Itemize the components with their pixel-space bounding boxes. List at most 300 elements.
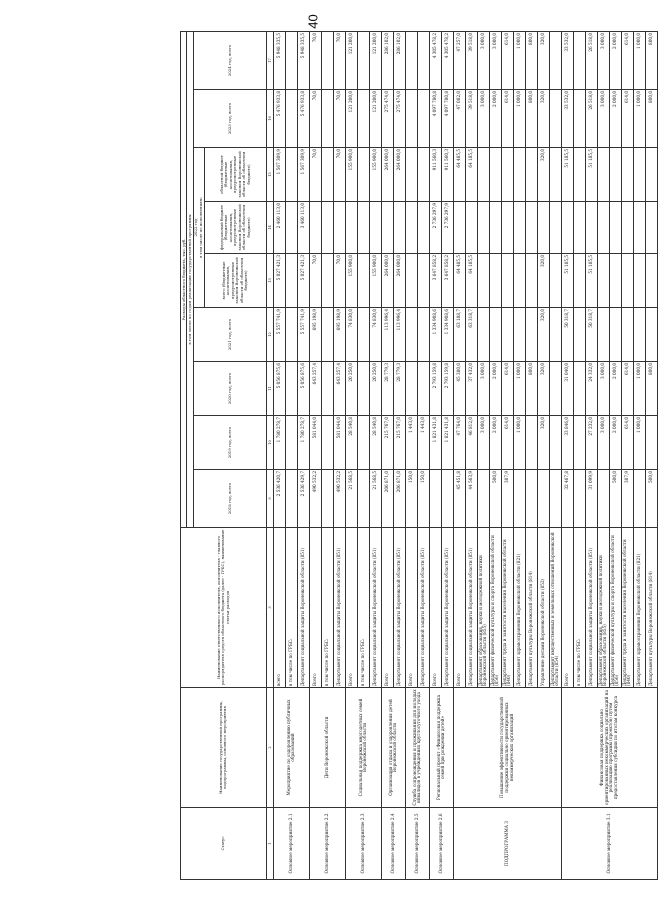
value-cell bbox=[321, 362, 333, 416]
executor-cell: Департамент имущественных и земельных отношений Воронежской области (854) bbox=[549, 528, 561, 688]
value-cell bbox=[285, 31, 297, 89]
value-cell: 31 099,9 bbox=[585, 470, 597, 528]
value-cell: 70,0 bbox=[309, 148, 321, 202]
value-cell: 1 334 908,6 bbox=[429, 308, 441, 362]
value-cell: 911 560,3 bbox=[441, 148, 453, 202]
value-cell: 5 557 741,9 bbox=[273, 308, 285, 362]
value-cell bbox=[645, 254, 657, 308]
value-cell bbox=[609, 148, 621, 202]
value-cell: 2 000,0 bbox=[489, 90, 501, 148]
value-cell: 2 536 429,7 bbox=[297, 470, 309, 528]
value-cell: 320,0 bbox=[537, 31, 549, 89]
executor-cell: Всего bbox=[405, 528, 417, 688]
value-cell: 33 532,0 bbox=[561, 31, 573, 89]
value-cell bbox=[417, 31, 429, 89]
value-cell: 1 000,0 bbox=[633, 416, 645, 470]
value-cell: 614,0 bbox=[621, 362, 633, 416]
column-index-cell: 9 bbox=[266, 470, 273, 528]
value-cell bbox=[285, 90, 297, 148]
executor-cell: Департамент образования, науки и молодежной политики Воронежской области (855) bbox=[597, 528, 609, 688]
value-cell: 155 900,0 bbox=[369, 148, 381, 202]
status-cell: Основное мероприятие 2.4 bbox=[381, 808, 405, 880]
value-cell: 26 518,0 bbox=[585, 31, 597, 89]
value-cell: 643 257,4 bbox=[309, 362, 321, 416]
value-cell: 3 647 858,2 bbox=[441, 254, 453, 308]
value-cell bbox=[525, 416, 537, 470]
value-cell: 1 000,0 bbox=[513, 90, 525, 148]
executor-cell: Всего bbox=[381, 528, 393, 688]
executor-cell: в том числе по ГРБС: bbox=[285, 528, 297, 688]
value-cell: 5 948 335,5 bbox=[297, 31, 309, 89]
value-cell bbox=[357, 362, 369, 416]
value-cell: 1 567 309,9 bbox=[297, 148, 309, 202]
value-cell: 74 830,0 bbox=[369, 308, 381, 362]
executor-cell: в том числе по ГРБС: bbox=[357, 528, 369, 688]
executor-cell: Всего bbox=[453, 528, 465, 688]
value-cell bbox=[621, 254, 633, 308]
value-cell bbox=[417, 254, 429, 308]
value-cell: 2 000,0 bbox=[489, 416, 501, 470]
value-cell bbox=[417, 308, 429, 362]
value-cell bbox=[285, 416, 297, 470]
value-cell: 28 540,8 bbox=[345, 416, 357, 470]
value-cell: 150,0 bbox=[417, 470, 429, 528]
value-cell: 28 540,8 bbox=[369, 416, 381, 470]
value-cell bbox=[645, 308, 657, 362]
value-cell: 320,0 bbox=[537, 362, 549, 416]
value-cell bbox=[357, 254, 369, 308]
value-cell: 2 793 159,8 bbox=[429, 362, 441, 416]
header-col-13: всего (бюджетные ассигнования, предусмотренные законом Воронежской области об областном бюджете) bbox=[204, 254, 266, 308]
value-cell bbox=[549, 90, 561, 148]
value-cell: 5 476 933,8 bbox=[297, 90, 309, 148]
value-cell: 64 485,5 bbox=[453, 254, 465, 308]
table-row bbox=[429, 31, 441, 879]
value-cell bbox=[477, 308, 489, 362]
value-cell bbox=[645, 148, 657, 202]
value-cell bbox=[513, 202, 525, 254]
value-cell bbox=[585, 202, 597, 254]
value-cell bbox=[609, 254, 621, 308]
value-cell: 2 736 297,9 bbox=[429, 202, 441, 254]
value-cell bbox=[597, 148, 609, 202]
value-cell: 500,0 bbox=[609, 470, 621, 528]
value-cell: 3 000,0 bbox=[477, 31, 489, 89]
executor-cell: Всего bbox=[561, 528, 573, 688]
value-cell bbox=[597, 254, 609, 308]
value-cell: 320,0 bbox=[537, 416, 549, 470]
value-cell: 3 000,0 bbox=[597, 90, 609, 148]
executor-cell: Департамент социальной защиты Воронежской области (851) bbox=[297, 528, 309, 688]
value-cell: 3 000,0 bbox=[477, 416, 489, 470]
value-cell: 206 871,0 bbox=[393, 470, 405, 528]
executor-cell: Департамент здравоохранения Воронежской области (821) bbox=[513, 528, 525, 688]
executor-cell: Департамент физической культуры и спорта Воронежской области (856) bbox=[489, 528, 501, 688]
value-cell: 3 000,0 bbox=[477, 362, 489, 416]
value-cell bbox=[489, 308, 501, 362]
status-cell: Основное мероприятие 2.2 bbox=[309, 808, 345, 880]
value-cell bbox=[633, 148, 645, 202]
value-cell: 264 000,0 bbox=[393, 254, 405, 308]
program-cell: Служба сопровождения и проживания для молодых инвалидов в учреждениях круглосуточного ухода bbox=[405, 688, 429, 808]
value-cell bbox=[573, 202, 585, 254]
executor-cell: Департамент социальной защиты Воронежской области (851) bbox=[417, 528, 429, 688]
value-cell: 5 027 421,3 bbox=[297, 254, 309, 308]
value-cell: 614,0 bbox=[621, 90, 633, 148]
value-cell bbox=[357, 470, 369, 528]
value-cell bbox=[573, 31, 585, 89]
value-cell: 47 257,0 bbox=[453, 31, 465, 89]
value-cell bbox=[501, 254, 513, 308]
value-cell: 3 000,0 bbox=[597, 362, 609, 416]
value-cell: 31 040,0 bbox=[561, 362, 573, 416]
value-cell bbox=[549, 202, 561, 254]
value-cell bbox=[537, 202, 549, 254]
program-cell: Организация отдыха и оздоровления детей Воронежской области bbox=[381, 688, 405, 808]
value-cell: 70,0 bbox=[309, 254, 321, 308]
value-cell: 800,0 bbox=[525, 31, 537, 89]
value-cell: 39 518,0 bbox=[465, 90, 477, 148]
value-cell: 3 647 858,2 bbox=[429, 254, 441, 308]
value-cell: 63 188,7 bbox=[453, 308, 465, 362]
value-cell: 3 000,0 bbox=[597, 416, 609, 470]
header-year-2022-label: 2022 год bbox=[193, 218, 199, 237]
value-cell: 264 000,0 bbox=[381, 148, 393, 202]
value-cell: 1 000,0 bbox=[633, 31, 645, 89]
value-cell bbox=[549, 31, 561, 89]
value-cell: 500,0 bbox=[489, 470, 501, 528]
value-cell: 4 305 478,2 bbox=[441, 31, 453, 89]
value-cell: 70,0 bbox=[333, 31, 345, 89]
column-index-cell: 16 bbox=[266, 90, 273, 148]
executor-cell: Департамент социальной защиты Воронежской области (851) bbox=[393, 528, 405, 688]
value-cell bbox=[285, 470, 297, 528]
value-cell: 387,9 bbox=[621, 470, 633, 528]
executor-cell: Департамент культуры Воронежской области (814) bbox=[645, 528, 657, 688]
value-cell: 1 443,0 bbox=[405, 416, 417, 470]
value-cell: 5 948 335,5 bbox=[273, 31, 285, 89]
value-cell bbox=[621, 148, 633, 202]
value-cell bbox=[477, 254, 489, 308]
value-cell bbox=[525, 470, 537, 528]
value-cell: 1 000,0 bbox=[513, 362, 525, 416]
column-index-row bbox=[266, 31, 273, 879]
value-cell: 1 567 309,9 bbox=[273, 148, 285, 202]
value-cell bbox=[633, 202, 645, 254]
value-cell: 800,0 bbox=[525, 90, 537, 148]
table-row bbox=[561, 31, 573, 879]
value-cell bbox=[645, 202, 657, 254]
value-cell: 20 250,0 bbox=[345, 362, 357, 416]
budget-table bbox=[180, 31, 658, 880]
value-cell bbox=[513, 254, 525, 308]
value-cell bbox=[321, 31, 333, 89]
header-executor: Наименование ответственного исполнителя, исполнителя - главного распорядителя средств областного бюджета (далее - ГРБС), наименование статьи расходов bbox=[181, 528, 267, 688]
value-cell: 45 380,0 bbox=[453, 362, 465, 416]
executor-cell: Департамент социальной защиты Воронежской области (851) bbox=[333, 528, 345, 688]
value-cell: 1 821 431,8 bbox=[441, 416, 453, 470]
value-cell: 51 185,5 bbox=[585, 254, 597, 308]
table-row bbox=[405, 31, 417, 879]
value-cell: 3 000,0 bbox=[597, 31, 609, 89]
value-cell bbox=[309, 202, 321, 254]
value-cell bbox=[321, 470, 333, 528]
value-cell bbox=[417, 90, 429, 148]
value-cell: 215 767,0 bbox=[393, 416, 405, 470]
value-cell bbox=[549, 470, 561, 528]
value-cell bbox=[357, 308, 369, 362]
value-cell: 581 044,0 bbox=[333, 416, 345, 470]
executor-cell: Департамент социальной защиты Воронежской области (851) bbox=[465, 528, 477, 688]
value-cell: 121 200,0 bbox=[345, 90, 357, 148]
value-cell: 51 185,5 bbox=[585, 148, 597, 202]
value-cell: 1 780 278,7 bbox=[297, 416, 309, 470]
value-cell: 320,0 bbox=[537, 308, 549, 362]
value-cell bbox=[525, 254, 537, 308]
value-cell bbox=[501, 202, 513, 254]
value-cell bbox=[417, 362, 429, 416]
column-index-cell: 13 bbox=[266, 254, 273, 308]
value-cell: 2 000,0 bbox=[609, 90, 621, 148]
value-cell: 70,0 bbox=[309, 90, 321, 148]
value-cell bbox=[477, 470, 489, 528]
value-cell bbox=[597, 470, 609, 528]
value-cell: 4 305 478,2 bbox=[429, 31, 441, 89]
value-cell bbox=[405, 202, 417, 254]
table-row bbox=[345, 31, 357, 879]
value-cell: 50 318,7 bbox=[585, 308, 597, 362]
executor-cell: Департамент физической культуры и спорта Воронежской области (856) bbox=[609, 528, 621, 688]
header-col-15: областной бюджет (бюджетные ассигнования, предусмотренные законом Воронежской области об областном бюджете) bbox=[204, 148, 266, 202]
header-status: Статус bbox=[181, 808, 267, 880]
value-cell bbox=[621, 308, 633, 362]
value-cell: 490 532,2 bbox=[333, 470, 345, 528]
executor-cell: Всего bbox=[429, 528, 441, 688]
value-cell bbox=[549, 362, 561, 416]
column-index-cell: 1 bbox=[266, 808, 273, 880]
value-cell: 1 000,0 bbox=[633, 90, 645, 148]
value-cell: 64 485,5 bbox=[453, 148, 465, 202]
header-year-2023: 2023 год, всего bbox=[193, 90, 266, 148]
value-cell bbox=[513, 470, 525, 528]
column-index-cell: 12 bbox=[266, 308, 273, 362]
program-cell: Финансовая поддержка социально ориентированных некоммерческих организаций на реализацию программ (проектов) путем предоставления субсидии по итогам конкурса bbox=[561, 688, 657, 808]
value-cell: 28 779,3 bbox=[381, 362, 393, 416]
value-cell bbox=[429, 470, 441, 528]
header-group-title: Расходы областного бюджета, тыс. руб. bbox=[181, 31, 187, 527]
header-year-2019: 2019 год, всего bbox=[193, 416, 266, 470]
value-cell bbox=[321, 148, 333, 202]
value-cell bbox=[501, 148, 513, 202]
column-index-cell: 15 bbox=[266, 148, 273, 202]
value-cell bbox=[549, 308, 561, 362]
table-row bbox=[273, 31, 285, 879]
value-cell: 5 557 741,9 bbox=[297, 308, 309, 362]
value-cell: 113 996,4 bbox=[381, 308, 393, 362]
value-cell: 1 000,0 bbox=[513, 416, 525, 470]
value-cell bbox=[417, 148, 429, 202]
value-cell bbox=[633, 254, 645, 308]
value-cell: 2 000,0 bbox=[609, 31, 621, 89]
value-cell bbox=[513, 308, 525, 362]
value-cell: 695 198,9 bbox=[333, 308, 345, 362]
value-cell bbox=[285, 254, 297, 308]
column-index-cell: 2 bbox=[266, 688, 273, 808]
header-col-14: федеральный бюджет (бюджетные ассигнования, предусмотренные законом Воронежской области об областном бюджете) bbox=[204, 202, 266, 254]
value-cell: 911 560,3 bbox=[429, 148, 441, 202]
value-cell bbox=[285, 308, 297, 362]
value-cell: 2 536 420,7 bbox=[273, 470, 285, 528]
value-cell: 155 900,0 bbox=[345, 254, 357, 308]
value-cell: 1 821 431,8 bbox=[429, 416, 441, 470]
value-cell bbox=[525, 308, 537, 362]
value-cell bbox=[357, 416, 369, 470]
value-cell bbox=[621, 202, 633, 254]
value-cell: 74 830,0 bbox=[345, 308, 357, 362]
value-cell: 614,0 bbox=[621, 416, 633, 470]
status-cell: Основное мероприятие 2.3 bbox=[345, 808, 381, 880]
value-cell bbox=[573, 90, 585, 148]
value-cell bbox=[609, 308, 621, 362]
value-cell bbox=[513, 148, 525, 202]
header-year-2022 bbox=[193, 148, 204, 308]
value-cell: 5 056 875,6 bbox=[273, 362, 285, 416]
value-cell bbox=[357, 148, 369, 202]
header-year-2024: 2024 год, всего bbox=[193, 31, 266, 89]
executor-cell: в том числе по ГРБС: bbox=[573, 528, 585, 688]
value-cell: 20 250,0 bbox=[369, 362, 381, 416]
value-cell: 121 200,0 bbox=[369, 90, 381, 148]
value-cell bbox=[285, 362, 297, 416]
value-cell bbox=[357, 202, 369, 254]
header-year-2021: 2021 год, всего bbox=[193, 308, 266, 362]
status-cell: ПОДПРОГРАММА 3 bbox=[453, 808, 561, 880]
value-cell bbox=[321, 90, 333, 148]
value-cell: 320,0 bbox=[537, 254, 549, 308]
page-number: 40 bbox=[305, 14, 321, 29]
value-cell: 45 451,8 bbox=[453, 470, 465, 528]
executor-cell: Департамент социальной защиты Воронежской области (851) bbox=[369, 528, 381, 688]
value-cell bbox=[537, 470, 549, 528]
value-cell bbox=[393, 202, 405, 254]
value-cell: 320,0 bbox=[537, 148, 549, 202]
value-cell: 614,0 bbox=[501, 31, 513, 89]
value-cell: 26 518,0 bbox=[585, 90, 597, 148]
value-cell: 2 793 159,8 bbox=[441, 362, 453, 416]
value-cell: 21 568,5 bbox=[369, 470, 381, 528]
value-cell bbox=[405, 148, 417, 202]
executor-cell: Департамент здравоохранения Воронежской области (821) bbox=[633, 528, 645, 688]
column-index-cell: 14 bbox=[266, 202, 273, 254]
value-cell bbox=[549, 148, 561, 202]
value-cell bbox=[477, 202, 489, 254]
value-cell: 800,0 bbox=[645, 31, 657, 89]
value-cell bbox=[405, 362, 417, 416]
executor-cell: Управление делами Воронежской области (852) bbox=[537, 528, 549, 688]
value-cell: 5 027 421,3 bbox=[273, 254, 285, 308]
value-cell: 46 812,0 bbox=[465, 416, 477, 470]
value-cell: 33 532,0 bbox=[561, 90, 573, 148]
value-cell: 275 474,0 bbox=[381, 90, 393, 148]
value-cell bbox=[645, 416, 657, 470]
value-cell: 614,0 bbox=[621, 31, 633, 89]
header-group-subtitle: в том числе по годам реализации государственной программы bbox=[187, 31, 193, 527]
value-cell: 39 518,0 bbox=[465, 31, 477, 89]
value-cell bbox=[357, 90, 369, 148]
value-cell: 3 460 113,0 bbox=[297, 202, 309, 254]
value-cell bbox=[489, 148, 501, 202]
value-cell: 70,0 bbox=[333, 90, 345, 148]
value-cell: 37 432,0 bbox=[465, 362, 477, 416]
value-cell: 800,0 bbox=[645, 362, 657, 416]
value-cell bbox=[441, 470, 453, 528]
value-cell bbox=[285, 202, 297, 254]
value-cell bbox=[597, 308, 609, 362]
value-cell bbox=[489, 254, 501, 308]
value-cell: 27 232,0 bbox=[585, 416, 597, 470]
header-year-2020: 2020 год, всего bbox=[193, 362, 266, 416]
value-cell: 1 443,0 bbox=[417, 416, 429, 470]
executor-cell: в том числе по ГРБС: bbox=[321, 528, 333, 688]
column-index-cell: 17 bbox=[266, 31, 273, 89]
value-cell: 50 318,7 bbox=[561, 308, 573, 362]
program-cell: Мероприятие по оздоровлению публичных образований bbox=[273, 688, 309, 808]
table-row bbox=[381, 31, 393, 879]
value-cell: 64 185,5 bbox=[465, 148, 477, 202]
value-cell bbox=[405, 31, 417, 89]
value-cell: 70,0 bbox=[333, 254, 345, 308]
value-cell: 286 102,0 bbox=[381, 31, 393, 89]
executor-cell: Департамент культуры Воронежской области (814) bbox=[525, 528, 537, 688]
value-cell bbox=[573, 362, 585, 416]
value-cell: 121 200,0 bbox=[345, 31, 357, 89]
value-cell: 286 102,0 bbox=[393, 31, 405, 89]
value-cell: 70,0 bbox=[309, 31, 321, 89]
value-cell bbox=[405, 308, 417, 362]
executor-cell: Всего bbox=[345, 528, 357, 688]
value-cell: 643 257,4 bbox=[333, 362, 345, 416]
value-cell: 33 846,0 bbox=[561, 416, 573, 470]
executor-cell: Департамент труда и занятости населения Воронежской области (840) bbox=[501, 528, 513, 688]
value-cell: 155 900,0 bbox=[345, 148, 357, 202]
value-cell: 614,0 bbox=[501, 90, 513, 148]
value-cell bbox=[573, 254, 585, 308]
value-cell bbox=[381, 202, 393, 254]
value-cell: 5 476 933,8 bbox=[273, 90, 285, 148]
table-body bbox=[273, 31, 657, 879]
status-cell: Основное мероприятие 2.5 bbox=[405, 808, 429, 880]
value-cell: 2 000,0 bbox=[489, 362, 501, 416]
value-cell: 4 097 780,8 bbox=[441, 90, 453, 148]
program-cell: Социальная поддержка многодетных семей Воронежской области bbox=[345, 688, 381, 808]
value-cell: 387,9 bbox=[501, 470, 513, 528]
value-cell: 47 764,0 bbox=[453, 416, 465, 470]
value-cell bbox=[633, 308, 645, 362]
value-cell: 1 780 278,7 bbox=[273, 416, 285, 470]
value-cell: 51 185,5 bbox=[561, 148, 573, 202]
value-cell bbox=[525, 148, 537, 202]
value-cell: 2 000,0 bbox=[609, 416, 621, 470]
value-cell: 2 736 297,9 bbox=[441, 202, 453, 254]
value-cell: 3 000,0 bbox=[477, 90, 489, 148]
value-cell: 4 097 780,8 bbox=[429, 90, 441, 148]
value-cell: 206 871,0 bbox=[381, 470, 393, 528]
value-cell bbox=[501, 308, 513, 362]
value-cell: 63 318,7 bbox=[465, 308, 477, 362]
value-cell bbox=[321, 308, 333, 362]
value-cell bbox=[573, 470, 585, 528]
value-cell: 28 779,3 bbox=[393, 362, 405, 416]
